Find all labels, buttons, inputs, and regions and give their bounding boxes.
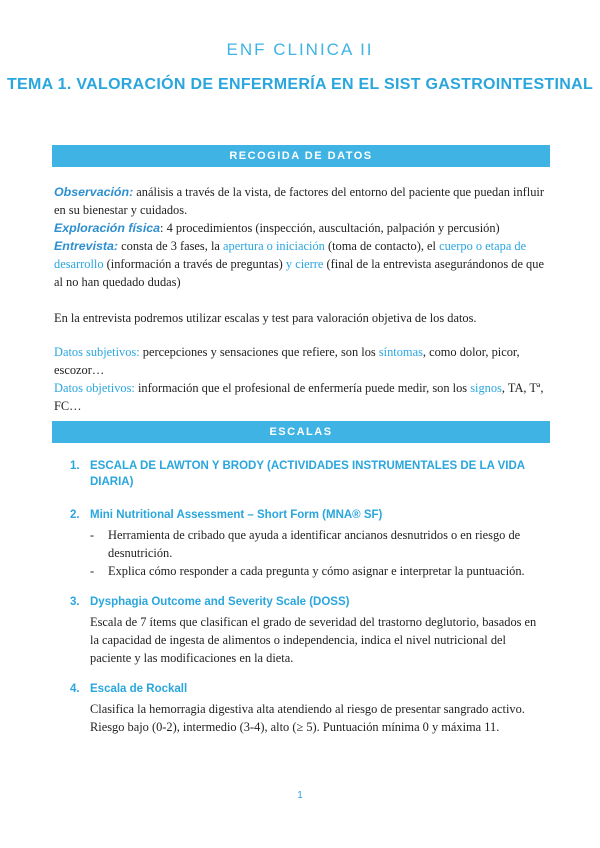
subjetivos-text-2: , como dolor, picor, escozor…: [54, 345, 520, 377]
recogida-content: [54, 183, 548, 415]
escala-title: ESCALA DE LAWTON Y BRODY (ACTIVIDADES INSTRUMENTALES DE LA VIDA DIARIA): [90, 460, 525, 488]
entrevista-highlight-apertura: apertura o iniciación: [223, 239, 325, 253]
escala-title: Dysphagia Outcome and Severity Scale (DOSS): [90, 596, 350, 608]
escalas-note: En la entrevista podremos utilizar escalas y test para valoración objetiva de los datos.: [54, 311, 477, 325]
entrevista-text-4: (final de la entrevista asegurándonos de que al no han quedado dudas): [54, 257, 544, 289]
exploracion-text: : 4 procedimientos (inspección, auscultación, palpación y percusión): [160, 221, 500, 235]
escala-item-3: [70, 594, 548, 667]
observacion-paragraph: [54, 183, 548, 219]
escala-number: 2.: [70, 509, 80, 521]
objetivos-label: Datos objetivos:: [54, 381, 135, 395]
objetivos-highlight-signos: signos: [470, 381, 502, 395]
objetivos-text-1: información que el profesional de enfermería puede medir, son los: [134, 381, 471, 395]
course-title: ENF CLINICA II: [226, 40, 374, 59]
bullet-item: - Herramienta de cribado que ayuda a identificar ancianos desnutridos o en riesgo de desnutrición.: [90, 528, 521, 560]
entrevista-highlight-cuerpo: cuerpo o etapa de desarrollo: [54, 239, 527, 271]
subjetivos-paragraph: [54, 343, 548, 379]
escala-item-2: [70, 507, 548, 580]
objetivos-text-2: , TA, Tª, FC…: [54, 381, 544, 413]
subjetivos-text-1: percepciones y sensaciones que refiere, son los: [139, 345, 379, 359]
observacion-text: análisis a través de la vista, de factores del entorno del paciente que puedan influir en su bienestar y cuidados.: [54, 185, 544, 217]
escala-number: 4.: [70, 683, 80, 695]
observacion-label: Observación:: [54, 185, 134, 199]
escala-title: Mini Nutritional Assessment – Short Form (MNA® SF): [90, 509, 383, 521]
bullet-item: - Explica cómo responder a cada pregunta y cómo asignar e interpretar la puntuación.: [90, 564, 525, 578]
objetivos-paragraph: [54, 379, 548, 415]
exploracion-label: Exploración física: [54, 221, 161, 235]
exploracion-paragraph: [54, 219, 548, 237]
section-band-escalas: ESCALAS: [52, 421, 550, 443]
escala-body: Clasifica la hemorragia digestiva alta atendiendo al riesgo de presentar sangrado activo. Riesgo bajo (0-2), intermedio (3-4), alto (≥ 5). Puntuación mínima 0 y máxima 11.: [90, 702, 525, 734]
escala-item-4: [70, 681, 548, 736]
entrevista-highlight-cierre: y cierre: [285, 257, 324, 271]
entrevista-text-3: (información a través de preguntas): [103, 257, 286, 271]
page-number: 1: [297, 790, 303, 801]
topic-title: TEMA 1. VALORACIÓN DE ENFERMERÍA EN EL SIST GASTROINTESTINAL: [6, 76, 594, 93]
subjetivos-label: Datos subjetivos:: [54, 345, 140, 359]
entrevista-text-2: (toma de contacto), el: [324, 239, 440, 253]
escala-number: 3.: [70, 596, 80, 608]
entrevista-paragraph: [54, 237, 548, 291]
section-band-recogida: RECOGIDA DE DATOS: [52, 145, 550, 167]
escalas-list: [70, 458, 548, 736]
escala-title: Escala de Rockall: [90, 683, 188, 695]
escala-body: Escala de 7 ítems que clasifican el grado de severidad del trastorno deglutorio, basados en la capacidad de ingesta de alimentos o independencia, indica el nivel nutricional del paciente y las modificaciones en la dieta.: [90, 615, 537, 665]
subjetivos-highlight-sintomas: síntomas: [378, 345, 423, 359]
escala-item-1: [70, 458, 548, 490]
entrevista-label: Entrevista:: [54, 239, 119, 253]
escala-number: 1.: [70, 460, 80, 472]
entrevista-text-1: consta de 3 fases, la: [118, 239, 223, 253]
